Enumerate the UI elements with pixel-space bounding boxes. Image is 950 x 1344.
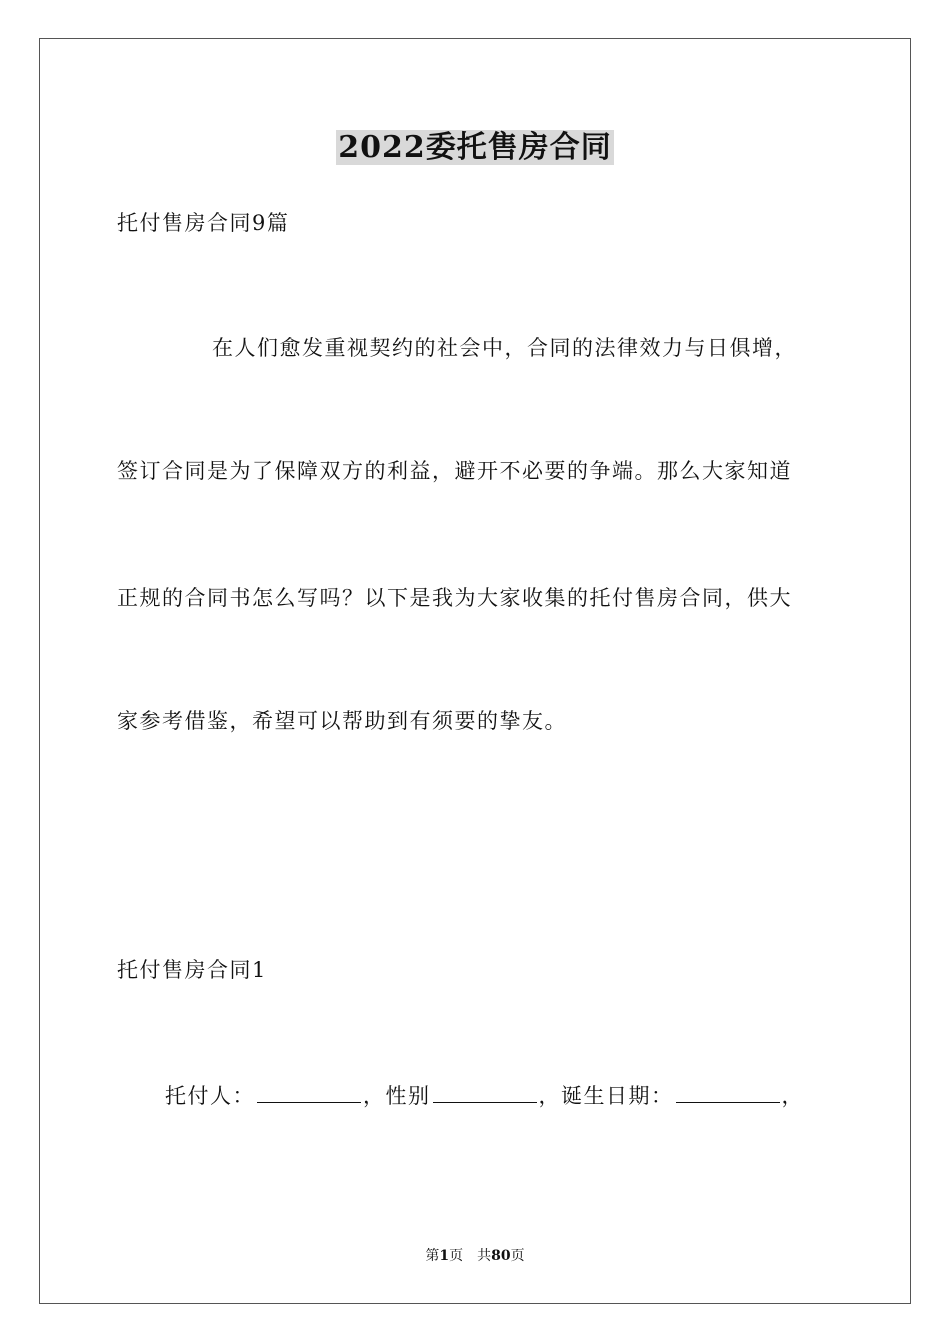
client-info-line bbox=[165, 1080, 885, 1111]
gender-blank[interactable] bbox=[433, 1080, 537, 1103]
page-footer bbox=[0, 1246, 950, 1266]
intro-paragraph-line-2: 签订合同是为了保障双方的利益，避开不必要的争端。那么大家知道 bbox=[117, 459, 792, 483]
document-title bbox=[0, 126, 950, 170]
client-label: 托付人： bbox=[165, 1084, 255, 1108]
birthdate-blank[interactable] bbox=[676, 1080, 780, 1103]
footer-suffix: 页 bbox=[510, 1248, 525, 1264]
birthdate-label: ，诞生日期： bbox=[538, 1084, 674, 1108]
document-subtitle: 托付售房合同9篇 bbox=[117, 211, 290, 235]
gender-label: ，性别 bbox=[363, 1084, 431, 1108]
line-end-comma: ， bbox=[781, 1084, 804, 1108]
intro-paragraph-line-4: 家参考借鉴，希望可以帮助到有须要的挚友。 bbox=[117, 709, 567, 733]
footer-current-page: 1 bbox=[439, 1248, 450, 1264]
intro-paragraph-line-3: 正规的合同书怎么写吗？以下是我为大家收集的托付售房合同，供大 bbox=[117, 586, 792, 610]
client-name-blank[interactable] bbox=[257, 1080, 361, 1103]
footer-total-pages: 80 bbox=[491, 1248, 511, 1264]
document-title-text: 2022委托售房合同 bbox=[338, 130, 612, 165]
footer-prefix: 第 bbox=[425, 1248, 440, 1264]
section-title: 托付售房合同1 bbox=[117, 958, 267, 982]
intro-paragraph-line-1: 在人们愈发重视契约的社会中，合同的法律效力与日俱增， bbox=[212, 336, 797, 360]
footer-middle: 页 共 bbox=[449, 1248, 492, 1264]
